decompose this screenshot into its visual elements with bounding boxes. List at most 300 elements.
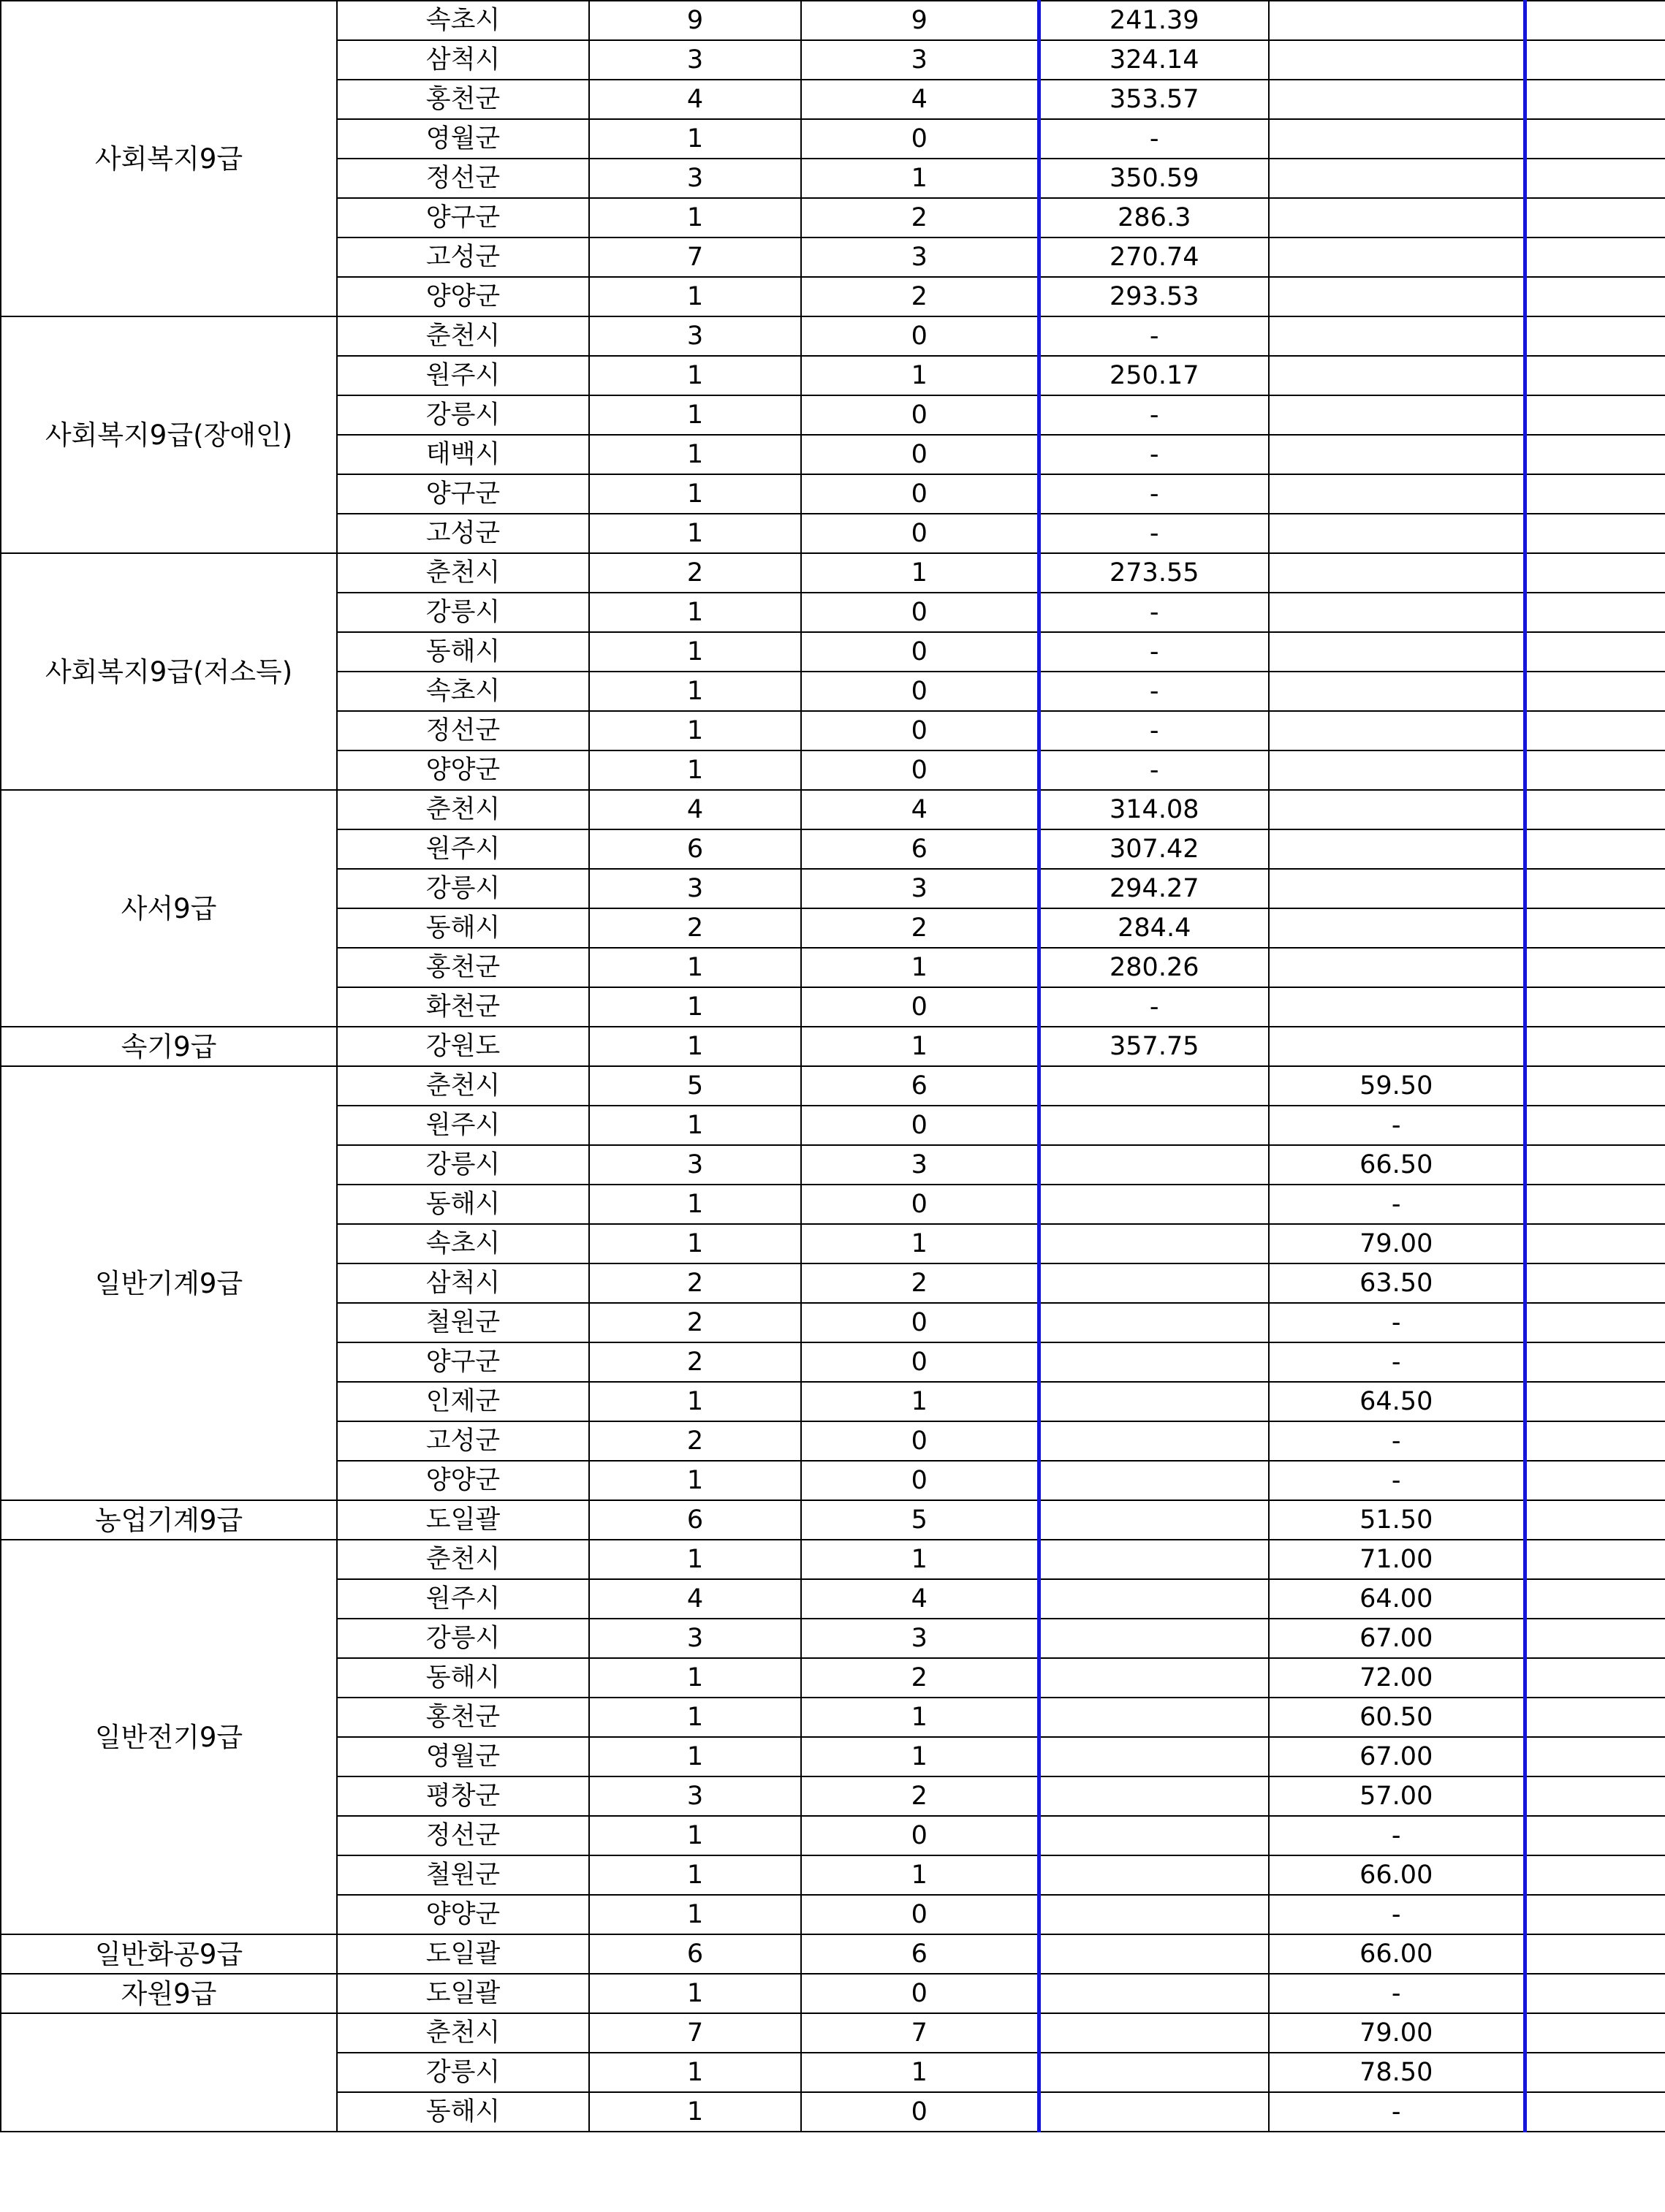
- score-b-cell: [1269, 672, 1525, 711]
- passed-cell: 0: [801, 1185, 1039, 1224]
- region-cell: 동해시: [337, 632, 589, 672]
- empty-cell: [1525, 2053, 1665, 2092]
- region-cell: 동해시: [337, 1185, 589, 1224]
- quota-cell: 3: [589, 316, 801, 356]
- score-b-cell: 67.00: [1269, 1619, 1525, 1658]
- quota-cell: 2: [589, 553, 801, 593]
- score-a-cell: 350.59: [1039, 159, 1269, 198]
- position-category-cell: 사서9급: [1, 790, 337, 1027]
- score-a-cell: [1039, 1737, 1269, 1776]
- score-a-cell: [1039, 1895, 1269, 1934]
- empty-cell: [1525, 1382, 1665, 1421]
- score-a-cell: 273.55: [1039, 553, 1269, 593]
- empty-cell: [1525, 1421, 1665, 1461]
- passed-cell: 2: [801, 277, 1039, 316]
- region-cell: 정선군: [337, 1816, 589, 1855]
- score-b-cell: 66.00: [1269, 1855, 1525, 1895]
- empty-cell: [1525, 1066, 1665, 1106]
- region-cell: 양양군: [337, 750, 589, 790]
- passed-cell: 1: [801, 1698, 1039, 1737]
- score-b-cell: [1269, 277, 1525, 316]
- score-b-cell: [1269, 395, 1525, 435]
- position-category-cell: 속기9급: [1, 1027, 337, 1066]
- quota-cell: 1: [589, 1382, 801, 1421]
- region-cell: 고성군: [337, 237, 589, 277]
- score-a-cell: 294.27: [1039, 869, 1269, 908]
- passed-cell: 0: [801, 1816, 1039, 1855]
- score-b-cell: 67.00: [1269, 1737, 1525, 1776]
- region-cell: 삼척시: [337, 1263, 589, 1303]
- position-category-cell: 일반전기9급: [1, 1540, 337, 1934]
- quota-cell: 1: [589, 1540, 801, 1579]
- passed-cell: 2: [801, 908, 1039, 948]
- empty-cell: [1525, 1619, 1665, 1658]
- empty-cell: [1525, 593, 1665, 632]
- empty-cell: [1525, 80, 1665, 119]
- passed-cell: 0: [801, 632, 1039, 672]
- quota-cell: 1: [589, 474, 801, 514]
- score-b-cell: 64.00: [1269, 1579, 1525, 1619]
- region-cell: 원주시: [337, 829, 589, 869]
- score-a-cell: -: [1039, 750, 1269, 790]
- region-cell: 동해시: [337, 1658, 589, 1698]
- quota-cell: 6: [589, 1934, 801, 1974]
- score-b-cell: [1269, 40, 1525, 80]
- empty-cell: [1525, 1776, 1665, 1816]
- region-cell: 화천군: [337, 987, 589, 1027]
- empty-cell: [1525, 356, 1665, 395]
- empty-cell: [1525, 948, 1665, 987]
- quota-cell: 3: [589, 869, 801, 908]
- score-b-cell: [1269, 159, 1525, 198]
- passed-cell: 0: [801, 1974, 1039, 2013]
- passed-cell: 0: [801, 593, 1039, 632]
- empty-cell: [1525, 2092, 1665, 2132]
- quota-cell: 1: [589, 198, 801, 237]
- score-a-cell: [1039, 1619, 1269, 1658]
- position-category-cell: 일반기계9급: [1, 1066, 337, 1500]
- region-cell: 춘천시: [337, 790, 589, 829]
- score-a-cell: [1039, 1855, 1269, 1895]
- score-a-cell: [1039, 2092, 1269, 2132]
- region-cell: 속초시: [337, 1, 589, 40]
- score-b-cell: [1269, 829, 1525, 869]
- region-cell: 홍천군: [337, 80, 589, 119]
- score-b-cell: -: [1269, 1185, 1525, 1224]
- passed-cell: 4: [801, 80, 1039, 119]
- score-b-cell: 51.50: [1269, 1500, 1525, 1540]
- table-row: [1, 553, 1665, 593]
- quota-cell: 4: [589, 80, 801, 119]
- score-b-cell: 79.00: [1269, 2013, 1525, 2053]
- quota-cell: 1: [589, 119, 801, 159]
- quota-cell: 6: [589, 829, 801, 869]
- score-b-cell: 78.50: [1269, 2053, 1525, 2092]
- score-a-cell: 307.42: [1039, 829, 1269, 869]
- empty-cell: [1525, 632, 1665, 672]
- passed-cell: 1: [801, 356, 1039, 395]
- passed-cell: 1: [801, 1027, 1039, 1066]
- table-row: [1, 1974, 1665, 2013]
- quota-cell: 1: [589, 1185, 801, 1224]
- quota-cell: 2: [589, 908, 801, 948]
- region-cell: 강릉시: [337, 2053, 589, 2092]
- score-b-cell: -: [1269, 1106, 1525, 1145]
- score-a-cell: [1039, 1224, 1269, 1263]
- score-a-cell: 284.4: [1039, 908, 1269, 948]
- score-b-cell: [1269, 119, 1525, 159]
- region-cell: 정선군: [337, 711, 589, 750]
- quota-cell: 1: [589, 1698, 801, 1737]
- table-row: [1, 316, 1665, 356]
- passed-cell: 0: [801, 316, 1039, 356]
- score-b-cell: -: [1269, 1303, 1525, 1342]
- score-b-cell: 79.00: [1269, 1224, 1525, 1263]
- quota-cell: 4: [589, 790, 801, 829]
- region-cell: 양양군: [337, 1461, 589, 1500]
- score-b-cell: [1269, 514, 1525, 553]
- empty-cell: [1525, 395, 1665, 435]
- score-a-cell: [1039, 1066, 1269, 1106]
- passed-cell: 0: [801, 1421, 1039, 1461]
- quota-cell: 1: [589, 435, 801, 474]
- score-a-cell: [1039, 1185, 1269, 1224]
- quota-cell: 1: [589, 711, 801, 750]
- empty-cell: [1525, 1263, 1665, 1303]
- quota-cell: 1: [589, 1737, 801, 1776]
- empty-cell: [1525, 2013, 1665, 2053]
- empty-cell: [1525, 1461, 1665, 1500]
- passed-cell: 2: [801, 1776, 1039, 1816]
- score-b-cell: [1269, 316, 1525, 356]
- region-cell: 강릉시: [337, 593, 589, 632]
- region-cell: 강릉시: [337, 869, 589, 908]
- region-cell: 강릉시: [337, 395, 589, 435]
- passed-cell: 1: [801, 1224, 1039, 1263]
- passed-cell: 0: [801, 435, 1039, 474]
- passed-cell: 7: [801, 2013, 1039, 2053]
- passed-cell: 0: [801, 1342, 1039, 1382]
- score-b-cell: [1269, 869, 1525, 908]
- quota-cell: 1: [589, 1106, 801, 1145]
- region-cell: 평창군: [337, 1776, 589, 1816]
- passed-cell: 2: [801, 1263, 1039, 1303]
- passed-cell: 0: [801, 750, 1039, 790]
- empty-cell: [1525, 1224, 1665, 1263]
- region-cell: 속초시: [337, 1224, 589, 1263]
- region-cell: 철원군: [337, 1303, 589, 1342]
- empty-cell: [1525, 1540, 1665, 1579]
- score-b-cell: [1269, 553, 1525, 593]
- quota-cell: 1: [589, 1224, 801, 1263]
- score-a-cell: [1039, 1382, 1269, 1421]
- region-cell: 양구군: [337, 198, 589, 237]
- quota-cell: 2: [589, 1421, 801, 1461]
- empty-cell: [1525, 553, 1665, 593]
- passed-cell: 0: [801, 711, 1039, 750]
- position-category-cell: 사회복지9급(장애인): [1, 316, 337, 553]
- score-a-cell: 353.57: [1039, 80, 1269, 119]
- score-a-cell: [1039, 1776, 1269, 1816]
- score-a-cell: 241.39: [1039, 1, 1269, 40]
- quota-cell: 3: [589, 1619, 801, 1658]
- score-a-cell: [1039, 1934, 1269, 1974]
- passed-cell: 1: [801, 1855, 1039, 1895]
- passed-cell: 1: [801, 948, 1039, 987]
- region-cell: 강릉시: [337, 1145, 589, 1185]
- score-a-cell: -: [1039, 474, 1269, 514]
- region-cell: 양양군: [337, 1895, 589, 1934]
- score-b-cell: [1269, 711, 1525, 750]
- empty-cell: [1525, 435, 1665, 474]
- region-cell: 동해시: [337, 2092, 589, 2132]
- score-b-cell: [1269, 750, 1525, 790]
- empty-cell: [1525, 1145, 1665, 1185]
- region-cell: 고성군: [337, 1421, 589, 1461]
- score-a-cell: [1039, 1540, 1269, 1579]
- score-a-cell: -: [1039, 316, 1269, 356]
- empty-cell: [1525, 1895, 1665, 1934]
- quota-cell: 4: [589, 1579, 801, 1619]
- passed-cell: 0: [801, 474, 1039, 514]
- score-b-cell: 59.50: [1269, 1066, 1525, 1106]
- score-b-cell: -: [1269, 1421, 1525, 1461]
- score-a-cell: [1039, 1698, 1269, 1737]
- score-a-cell: [1039, 1658, 1269, 1698]
- passed-cell: 6: [801, 829, 1039, 869]
- passed-cell: 6: [801, 1934, 1039, 1974]
- quota-cell: 7: [589, 237, 801, 277]
- passed-cell: 0: [801, 1461, 1039, 1500]
- empty-cell: [1525, 1579, 1665, 1619]
- table-row: [1, 1540, 1665, 1579]
- score-b-cell: 66.50: [1269, 1145, 1525, 1185]
- region-cell: 도일괄: [337, 1934, 589, 1974]
- empty-cell: [1525, 1698, 1665, 1737]
- region-cell: 강원도: [337, 1027, 589, 1066]
- passed-cell: 4: [801, 790, 1039, 829]
- quota-cell: 1: [589, 750, 801, 790]
- passed-cell: 0: [801, 1303, 1039, 1342]
- passed-cell: 1: [801, 1382, 1039, 1421]
- region-cell: 삼척시: [337, 40, 589, 80]
- empty-cell: [1525, 711, 1665, 750]
- score-a-cell: [1039, 1303, 1269, 1342]
- region-cell: 영월군: [337, 1737, 589, 1776]
- empty-cell: [1525, 1500, 1665, 1540]
- empty-cell: [1525, 1658, 1665, 1698]
- empty-cell: [1525, 1855, 1665, 1895]
- score-b-cell: 71.00: [1269, 1540, 1525, 1579]
- passed-cell: 1: [801, 1737, 1039, 1776]
- passed-cell: 1: [801, 2053, 1039, 2092]
- score-b-cell: [1269, 356, 1525, 395]
- region-cell: 태백시: [337, 435, 589, 474]
- score-b-cell: -: [1269, 1461, 1525, 1500]
- empty-cell: [1525, 514, 1665, 553]
- region-cell: 춘천시: [337, 553, 589, 593]
- score-a-cell: 293.53: [1039, 277, 1269, 316]
- quota-cell: 2: [589, 1342, 801, 1382]
- score-a-cell: -: [1039, 593, 1269, 632]
- score-b-cell: [1269, 1027, 1525, 1066]
- score-a-cell: 286.3: [1039, 198, 1269, 237]
- table-row: [1, 1066, 1665, 1106]
- empty-cell: [1525, 908, 1665, 948]
- score-a-cell: 314.08: [1039, 790, 1269, 829]
- quota-cell: 1: [589, 1974, 801, 2013]
- score-a-cell: [1039, 1816, 1269, 1855]
- score-b-cell: -: [1269, 1816, 1525, 1855]
- empty-cell: [1525, 1106, 1665, 1145]
- score-b-cell: 60.50: [1269, 1698, 1525, 1737]
- score-a-cell: 324.14: [1039, 40, 1269, 80]
- empty-cell: [1525, 1303, 1665, 1342]
- empty-cell: [1525, 1185, 1665, 1224]
- empty-cell: [1525, 750, 1665, 790]
- region-cell: 동해시: [337, 908, 589, 948]
- score-b-cell: [1269, 948, 1525, 987]
- region-cell: 춘천시: [337, 2013, 589, 2053]
- table-row: [1, 1500, 1665, 1540]
- score-a-cell: -: [1039, 514, 1269, 553]
- passed-cell: 3: [801, 40, 1039, 80]
- empty-cell: [1525, 198, 1665, 237]
- region-cell: 원주시: [337, 1106, 589, 1145]
- quota-cell: 6: [589, 1500, 801, 1540]
- empty-cell: [1525, 1974, 1665, 2013]
- passed-cell: 3: [801, 869, 1039, 908]
- quota-cell: 1: [589, 987, 801, 1027]
- position-category-cell: [1, 2013, 337, 2132]
- region-cell: 철원군: [337, 1855, 589, 1895]
- score-b-cell: 57.00: [1269, 1776, 1525, 1816]
- passed-cell: 0: [801, 119, 1039, 159]
- passed-cell: 6: [801, 1066, 1039, 1106]
- region-cell: 원주시: [337, 1579, 589, 1619]
- quota-cell: 2: [589, 1263, 801, 1303]
- quota-cell: 9: [589, 1, 801, 40]
- score-a-cell: [1039, 1342, 1269, 1382]
- passed-cell: 1: [801, 159, 1039, 198]
- empty-cell: [1525, 119, 1665, 159]
- table-row: [1, 1027, 1665, 1066]
- empty-cell: [1525, 1737, 1665, 1776]
- quota-cell: 3: [589, 1145, 801, 1185]
- score-a-cell: -: [1039, 435, 1269, 474]
- region-cell: 홍천군: [337, 948, 589, 987]
- score-b-cell: 63.50: [1269, 1263, 1525, 1303]
- region-cell: 춘천시: [337, 1540, 589, 1579]
- region-cell: 홍천군: [337, 1698, 589, 1737]
- score-a-cell: -: [1039, 711, 1269, 750]
- quota-cell: 1: [589, 1895, 801, 1934]
- passed-cell: 0: [801, 987, 1039, 1027]
- score-b-cell: 64.50: [1269, 1382, 1525, 1421]
- passed-cell: 2: [801, 1658, 1039, 1698]
- score-b-cell: 66.00: [1269, 1934, 1525, 1974]
- score-b-cell: -: [1269, 1342, 1525, 1382]
- passed-cell: 5: [801, 1500, 1039, 1540]
- passed-cell: 2: [801, 198, 1039, 237]
- position-category-cell: 자원9급: [1, 1974, 337, 2013]
- score-a-cell: [1039, 1461, 1269, 1500]
- empty-cell: [1525, 237, 1665, 277]
- empty-cell: [1525, 474, 1665, 514]
- quota-cell: 1: [589, 593, 801, 632]
- quota-cell: 1: [589, 1027, 801, 1066]
- empty-cell: [1525, 277, 1665, 316]
- empty-cell: [1525, 869, 1665, 908]
- empty-cell: [1525, 40, 1665, 80]
- score-a-cell: [1039, 1500, 1269, 1540]
- empty-cell: [1525, 1027, 1665, 1066]
- score-b-cell: [1269, 908, 1525, 948]
- position-category-cell: 사회복지9급(저소득): [1, 553, 337, 790]
- position-category-cell: 일반화공9급: [1, 1934, 337, 1974]
- score-b-cell: [1269, 632, 1525, 672]
- score-a-cell: -: [1039, 632, 1269, 672]
- score-a-cell: 270.74: [1039, 237, 1269, 277]
- score-a-cell: [1039, 2013, 1269, 2053]
- score-a-cell: [1039, 1974, 1269, 2013]
- region-cell: 원주시: [337, 356, 589, 395]
- score-a-cell: [1039, 1145, 1269, 1185]
- quota-cell: 1: [589, 1461, 801, 1500]
- passed-cell: 3: [801, 1619, 1039, 1658]
- region-cell: 영월군: [337, 119, 589, 159]
- score-b-cell: [1269, 474, 1525, 514]
- score-b-cell: [1269, 237, 1525, 277]
- quota-cell: 1: [589, 948, 801, 987]
- score-a-cell: -: [1039, 119, 1269, 159]
- score-a-cell: [1039, 1421, 1269, 1461]
- region-cell: 인제군: [337, 1382, 589, 1421]
- empty-cell: [1525, 829, 1665, 869]
- score-a-cell: 280.26: [1039, 948, 1269, 987]
- passed-cell: 0: [801, 1895, 1039, 1934]
- score-b-cell: [1269, 435, 1525, 474]
- region-cell: 춘천시: [337, 1066, 589, 1106]
- passed-cell: 4: [801, 1579, 1039, 1619]
- score-b-cell: [1269, 80, 1525, 119]
- quota-cell: 1: [589, 1855, 801, 1895]
- quota-cell: 2: [589, 1303, 801, 1342]
- region-cell: 춘천시: [337, 316, 589, 356]
- score-a-cell: 357.75: [1039, 1027, 1269, 1066]
- region-cell: 속초시: [337, 672, 589, 711]
- passed-cell: 0: [801, 672, 1039, 711]
- table-row: [1, 790, 1665, 829]
- passed-cell: 0: [801, 395, 1039, 435]
- table-row: [1, 1, 1665, 40]
- passed-cell: 1: [801, 1540, 1039, 1579]
- quota-cell: 1: [589, 632, 801, 672]
- score-b-cell: -: [1269, 1974, 1525, 2013]
- empty-cell: [1525, 1816, 1665, 1855]
- score-a-cell: [1039, 1263, 1269, 1303]
- position-category-cell: 농업기계9급: [1, 1500, 337, 1540]
- passed-cell: 1: [801, 553, 1039, 593]
- quota-cell: 3: [589, 1776, 801, 1816]
- score-b-cell: [1269, 1, 1525, 40]
- score-b-cell: -: [1269, 2092, 1525, 2132]
- score-b-cell: 72.00: [1269, 1658, 1525, 1698]
- quota-cell: 3: [589, 40, 801, 80]
- quota-cell: 1: [589, 395, 801, 435]
- region-cell: 정선군: [337, 159, 589, 198]
- score-a-cell: -: [1039, 672, 1269, 711]
